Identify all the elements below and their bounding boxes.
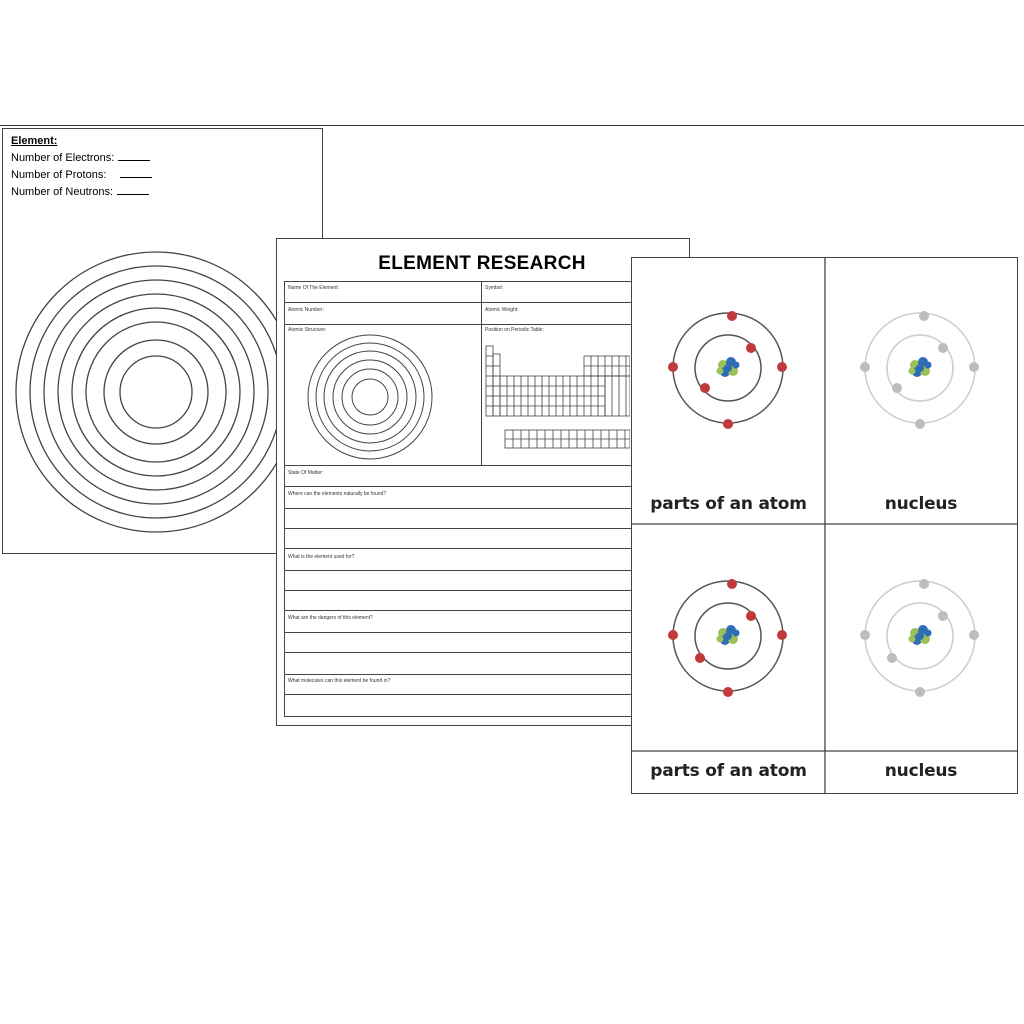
answer-line — [285, 652, 685, 653]
neutrons-blank — [117, 186, 149, 195]
atomic-weight-label: Atomic Weight: — [485, 307, 519, 313]
atom-diagram-grey — [857, 310, 987, 434]
molecules-question: What molecules can this element be found in? — [288, 678, 391, 684]
symbol-label: Symbol: — [485, 285, 504, 291]
row-divider — [285, 302, 685, 303]
row-divider — [285, 465, 685, 466]
atom-diagram-grey — [857, 578, 987, 702]
found-question: Where can the elements naturally be found? — [288, 491, 387, 497]
atomic-number-label: Atomic Number: — [288, 307, 324, 313]
atomic-structure-rings — [307, 334, 437, 464]
atom-cards-sheet — [631, 257, 1018, 794]
answer-line — [285, 528, 685, 529]
column-divider — [481, 282, 482, 465]
electrons-blank — [118, 152, 150, 161]
element-title: Element: — [11, 135, 58, 147]
answer-line — [285, 694, 685, 695]
nucleus-cluster — [717, 357, 740, 377]
element-research-worksheet — [276, 238, 690, 726]
neutrons-label: Number of Neutrons: — [11, 186, 114, 198]
atom-diagram-colored — [665, 578, 795, 702]
empty-shell-rings — [13, 247, 313, 547]
caption-parts-of-atom: parts of an atom — [650, 494, 807, 514]
row-divider — [285, 324, 685, 325]
answer-line — [285, 632, 685, 633]
protons-blank — [120, 169, 152, 178]
answer-line — [285, 570, 685, 571]
periodic-position-label: Position on Periodic Table: — [485, 327, 544, 333]
atom-diagram-colored — [665, 310, 795, 434]
research-title: ELEMENT RESEARCH — [378, 253, 586, 274]
answer-line — [285, 674, 685, 675]
protons-label: Number of Protons: — [11, 169, 107, 181]
atom-worksheet-header — [11, 133, 152, 201]
state-label: State Of Matter: — [288, 470, 324, 476]
answer-line — [285, 508, 685, 509]
answer-line — [285, 548, 685, 549]
name-label: Name Of The Element: — [288, 285, 340, 291]
periodic-table-grid — [485, 344, 630, 459]
caption-nucleus: nucleus — [884, 494, 958, 514]
electrons-label: Number of Electrons: — [11, 152, 115, 164]
atomic-structure-label: Atomic Structure: — [288, 327, 327, 333]
top-divider — [0, 125, 1024, 126]
dangers-question: What are the dangers of this element? — [288, 615, 373, 621]
used-question: What is the element used for? — [288, 554, 355, 560]
row-divider — [285, 486, 685, 487]
research-form — [284, 281, 684, 717]
answer-line — [285, 590, 685, 591]
atom-diagram-worksheet — [2, 128, 323, 554]
caption-parts-of-atom: parts of an atom — [650, 761, 807, 781]
caption-nucleus: nucleus — [884, 761, 958, 781]
answer-line — [285, 610, 685, 611]
